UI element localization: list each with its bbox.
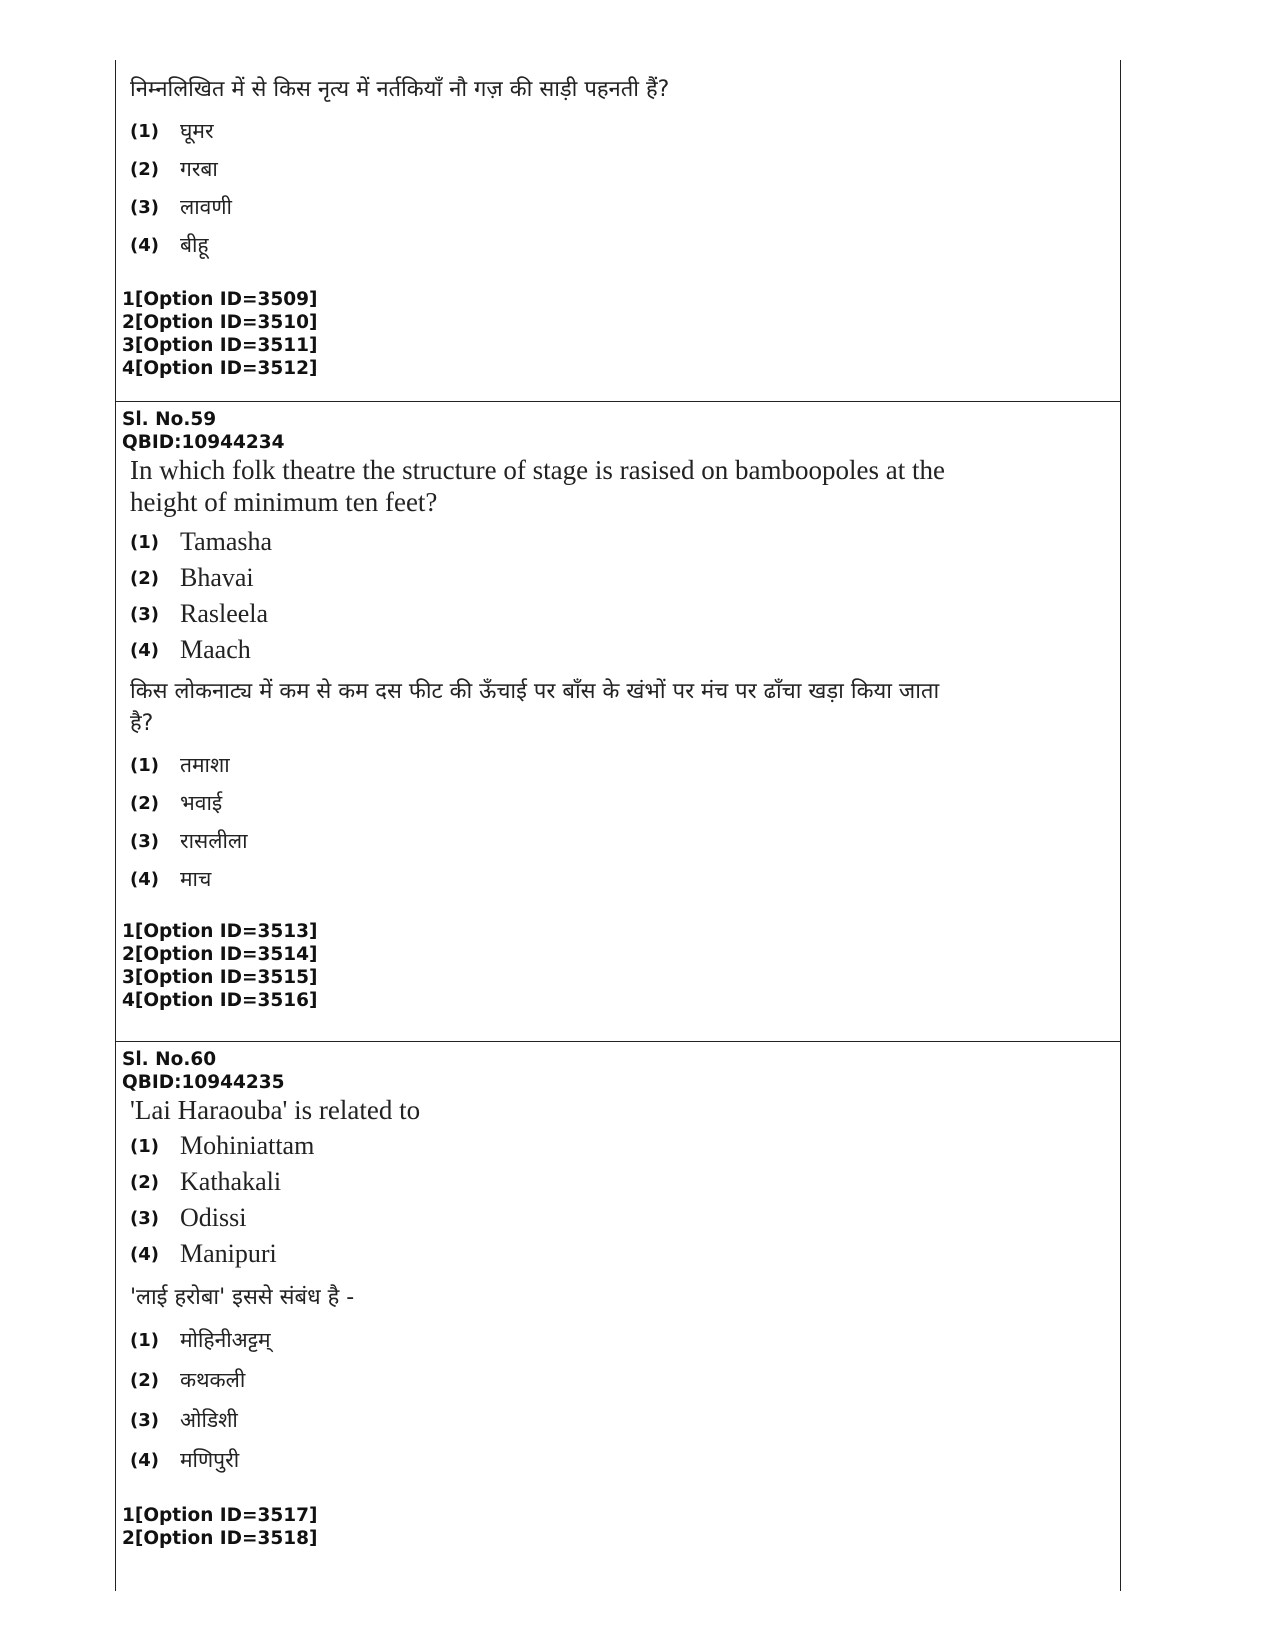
option-row (116, 524, 1120, 560)
option-text: बीहू (180, 233, 209, 257)
option-number: (3) (130, 1409, 159, 1431)
option-id: 2[Option ID=3514] (122, 944, 318, 965)
option-id: 3[Option ID=3515] (122, 967, 318, 988)
option-row (116, 632, 1120, 668)
option-number: (4) (130, 234, 159, 256)
option-number: (4) (130, 1449, 159, 1471)
option-number: (3) (130, 603, 159, 625)
page-frame (115, 60, 1121, 1591)
question-block-60 (116, 1042, 1120, 1591)
option-id: 4[Option ID=3516] (122, 990, 318, 1011)
option-id-list (116, 920, 1120, 1012)
option-number: (4) (130, 639, 159, 661)
option-row (116, 150, 1120, 188)
question-line: In which folk theatre the structure of stage is rasised on bamboopoles at the (130, 455, 946, 485)
option-row (116, 1164, 1120, 1200)
option-row (116, 1128, 1120, 1164)
question-text-hindi: निम्नलिखित में से किस नृत्य में नर्तकियाँ नौ गज़ की साड़ी पहनती हैं? (130, 77, 670, 102)
option-text: Odissi (180, 1203, 247, 1232)
option-number: (4) (130, 868, 159, 890)
question-text-hindi: 'लाई हरोबा' इससे संबंध है - (130, 1285, 355, 1310)
option-row (116, 784, 1120, 822)
serial-number: Sl. No.59 (122, 409, 217, 430)
question-line: किस लोकनाट्य में कम से कम दस फीट की ऊँचाई पर बाँस के खंभों पर मंच पर ढाँचा खड़ा किया जाता (130, 679, 940, 704)
option-id: 2[Option ID=3510] (122, 312, 318, 333)
option-row (116, 1360, 1120, 1400)
option-row (116, 1440, 1120, 1480)
option-row (116, 1200, 1120, 1236)
question-text-hindi (116, 676, 1120, 740)
option-text: कथकली (180, 1368, 246, 1392)
serial-number: Sl. No.60 (122, 1049, 217, 1070)
option-row (116, 596, 1120, 632)
option-number: (1) (130, 531, 159, 553)
option-text: तमाशा (180, 753, 230, 777)
option-number: (2) (130, 792, 159, 814)
option-text: लावणी (180, 195, 232, 219)
question-bank-id: QBID:10944235 (122, 1072, 285, 1093)
option-row (116, 112, 1120, 150)
option-id: 1[Option ID=3513] (122, 921, 318, 942)
option-row (116, 188, 1120, 226)
option-number: (1) (130, 1135, 159, 1157)
option-text: मणिपुरी (180, 1448, 240, 1472)
option-text: घूमर (180, 119, 214, 143)
question-line: है? (130, 711, 154, 736)
question-block-59 (116, 402, 1120, 1042)
option-row (116, 1400, 1120, 1440)
option-id: 2[Option ID=3518] (122, 1528, 318, 1549)
option-number: (2) (130, 1171, 159, 1193)
option-number: (2) (130, 567, 159, 589)
option-id: 1[Option ID=3509] (122, 289, 318, 310)
question-bank-id: QBID:10944234 (122, 432, 285, 453)
question-line: height of minimum ten feet? (130, 487, 438, 517)
option-number: (2) (130, 158, 159, 180)
option-row (116, 560, 1120, 596)
option-row (116, 1236, 1120, 1272)
option-text: Rasleela (180, 599, 269, 628)
option-number: (2) (130, 1369, 159, 1391)
option-row (116, 822, 1120, 860)
option-text: मोहिनीअट्टम् (180, 1328, 271, 1352)
option-number: (3) (130, 1207, 159, 1229)
option-id-list (116, 288, 1120, 380)
option-text: Kathakali (180, 1167, 282, 1196)
option-text: Maach (180, 635, 251, 664)
option-number: (4) (130, 1243, 159, 1265)
option-text: रासलीला (180, 829, 248, 853)
option-number: (1) (130, 1329, 159, 1351)
option-row (116, 860, 1120, 898)
option-text: Mohiniattam (180, 1131, 315, 1160)
option-id: 3[Option ID=3511] (122, 335, 318, 356)
option-text: Tamasha (180, 527, 273, 556)
option-number: (1) (130, 120, 159, 142)
option-text: भवाई (180, 791, 223, 815)
option-row (116, 1320, 1120, 1360)
option-number: (1) (130, 754, 159, 776)
option-number: (3) (130, 196, 159, 218)
option-text: माच (180, 867, 212, 891)
question-text-english (116, 454, 1120, 518)
question-block-58 (116, 60, 1120, 402)
option-text: Manipuri (180, 1239, 277, 1268)
option-id-list (116, 1504, 1120, 1550)
question-text-english: 'Lai Haraouba' is related to (130, 1095, 421, 1125)
option-text: ओडिशी (180, 1408, 238, 1432)
option-id: 4[Option ID=3512] (122, 358, 318, 379)
option-text: गरबा (180, 157, 218, 181)
option-number: (3) (130, 830, 159, 852)
option-row (116, 226, 1120, 264)
option-id: 1[Option ID=3517] (122, 1505, 318, 1526)
option-text: Bhavai (180, 563, 254, 592)
option-row (116, 746, 1120, 784)
